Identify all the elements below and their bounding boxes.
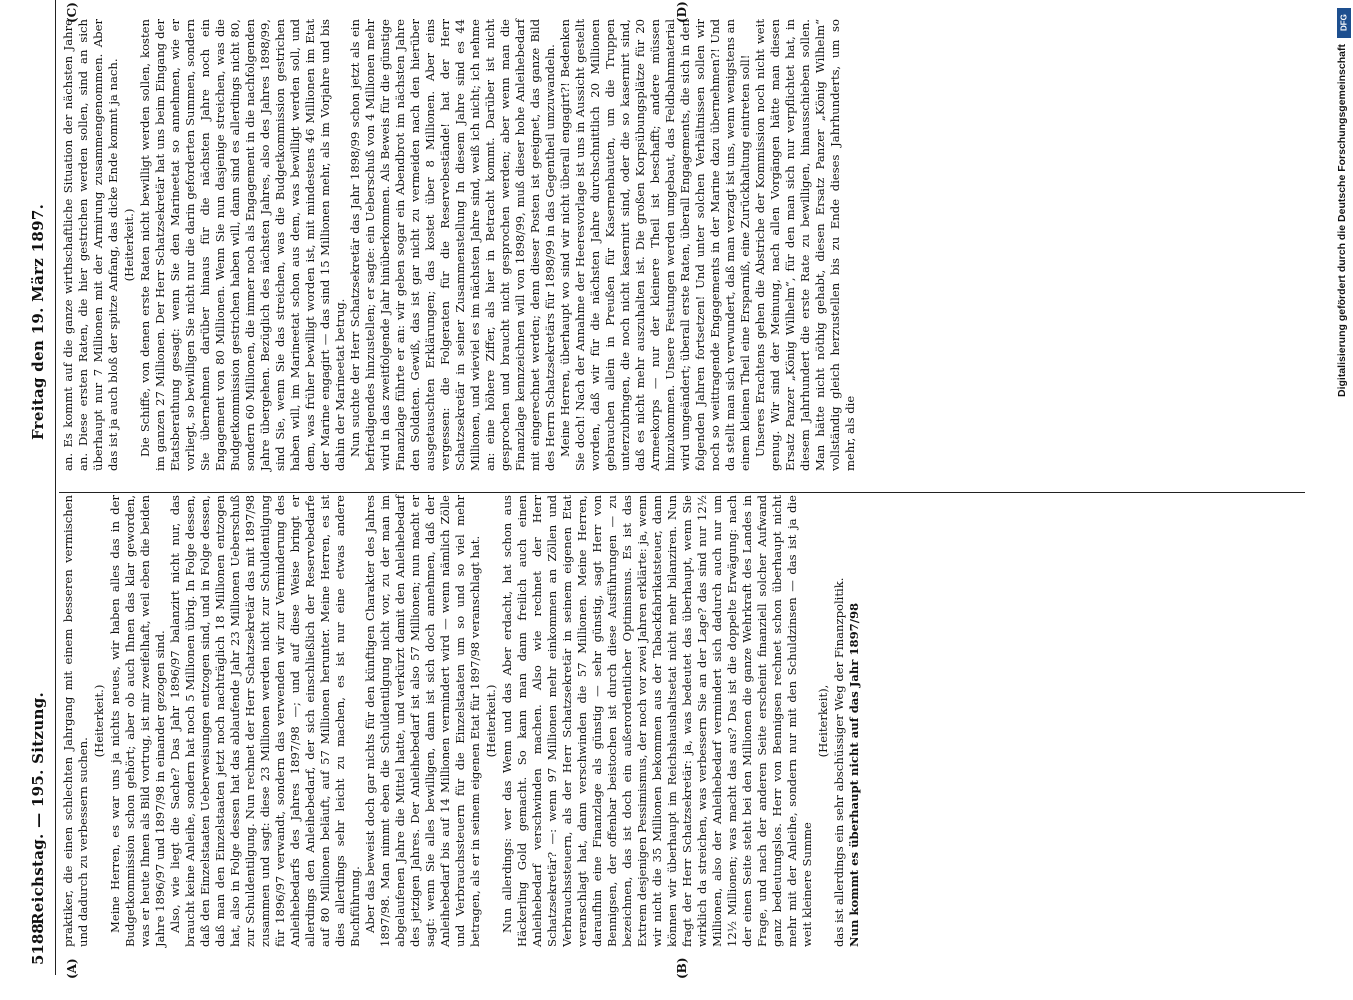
paragraph: Die Schiffe, von denen erste Raten nicht bewilligt werden sollen, kosten im ganzen 27 Millionen. Der Herr Schatzsekretär hat uns beim Eingang der Etatsberathung gesagt: wenn Sie den Marineetat so annehmen, wie er vorliegt, so bewilligen Sie nicht nur die darin geforderten Summen, sondern Sie übernehmen darüber hinaus für die nächsten Jahre noch ein Engagement von 80 Millionen. Wenn Sie nun dasjenige streichen, was die Budgetkommission gestrichen haben will, dann sind es allerdings nicht 80, sondern 60 Millionen, die immer noch als Engagement in die nachfolgenden Jahre übergehen. Bezüglich des nächsten Jahres, also des Jahres 1898/99, sind Sie, wenn Sie das streichen, was die Budgetkommission gestrichen haben will, im Marineetat schon aus dem, was bewilligt werden soll, und dem, was früher bewilligt worden ist, mit mindestens 46 Millionen im Etat der Marine engagirt — das sind 15 Millionen mehr, als im Vorjahre und bis dahin der Marineetat betrug. [138,19,347,471]
dfg-logo: DFG [1337,8,1351,38]
paragraph: an. Es kommt auf die ganze wirthschaftliche Situation der nächsten Jahre an. Diese ersten Raten, die hier gestrichen werden sollen, sind an sich überhaupt nur 7 Millionen mit der Armirung zusammengenommen. Aber das ist ja auch bloß der spitze Anfang, das dicke Ende kommt ja nach. [61,19,120,471]
margin-mark-a: (A) [65,958,79,979]
paragraph: Aber das beweist doch gar nichts für den künftigen Charakter des Jahres 1897/98. Man nimmt eben die Schuldentilgung nicht vor, zu der man im abgelaufenen Jahre die Mittel hatte, und verkürzt damit den Anleihebedarf des jetzigen Jahres. Der Anleihebedarf ist also 57 Millionen; nun macht er sagt: wenn Sie alles bewilligen, dann ist sich doch annehmen, daß der Anleihebedarf bis auf 14 Millionen vermindert wird — wenn nämlich Zölle und Verbrauchssteuern für die Einzelstaaten um so und so viel mehr betragen, als er in seinem eigenen Etat für 1897/98 veranschlagt hat. [363,495,482,947]
interjection: (Heiterkeit), [816,684,830,758]
margin-mark-b: (B) [675,957,689,979]
margin-mark-c: (C) [65,2,79,23]
interjection: (Heiterkeit.) [484,684,498,758]
interjection: (Heiterkeit.) [122,208,136,282]
page-number: 5188 [29,923,47,965]
paragraph: Meine Herren, es war uns ja nichts neues, wir haben alles das in der Budgetkommission schon gehört; aber ob auch Ihnen das klar geworden, was er heute Ihnen als Bild vortrug, ist mir zweifelhaft, weil eben die beiden Jahre 1896/97 und 1897/98 in einander gezogen sind. [108,495,167,947]
paragraph: Meine Herren, überhaupt wo sind wir nicht überall engagirt?! Bedenken Sie doch! Nach der Annahme der Heeresvorlage ist uns in Aussicht gestellt worden, daß wir für die nächsten Jahre durchschnittlich 20 Millionen gebrauchen allein in Preußen für Kasernenbauten, um die Truppen unterzubringen, die noch nicht kasernirt sind, oder die so kasernirt sind, daß es nicht mehr auszuhalten ist. Die großen Korpsübungsplätze für 20 Armeekorps — nur der kleinere Theil ist beschafft; andere müssen hinzukommen. Unsere Festungen werden umgebaut, das Feldbahnmaterial wird umgeändert; überall erste Raten, überall Engagements, die sich in den folgenden Jahren fortsetzen! Und unter solchen Verhältnissen sollen wir noch so weittragende Engagements in der Marine dazu übernehmen?! Und da stellt man sich verwundert, daß man verzagt ist uns, wenn wenigstens an einem kleinen Theil eine Ersparniß, eine Zurückhaltung eintreten soll! [558,19,752,471]
header-session: Reichstag. — 195. Sitzung. [29,691,47,925]
header-rule [55,0,56,975]
digitization-notice: Digitalisierung gefördert durch die Deutsche Forschungsgemeinschaft [1336,44,1348,397]
page-header [15,0,59,985]
margin-mark-d: (D) [675,1,689,23]
scanned-page [15,0,1305,985]
paragraph: Unseres Erachtens gehen die Abstriche der Kommission noch nicht weit genug. Wir sind der Meinung, nach allen Vorgängen hätte man diesen Ersatz Panzer „König Wilhelm“, für den man sich nur verpflichtet hat, in diesem Jahrhundert die erste Rate zu bewilligen, hinausschieben sollen. Man hätte nicht nöthig gehabt, diesen Ersatz Panzer „König Wilhelm“ vollständig gleich herzustellen bis zu Ende dieses Jahrhunderts, um so mehr, als die [753,19,857,471]
paragraph: das ist allerdings ein sehr abschüssiger Weg der Finanzpolitik. [832,577,846,947]
interjection: (Heiterkeit.) [92,684,106,758]
paragraph: Nun kommt es überhaupt nicht auf das Jahr 1897/98 [847,602,861,947]
paragraph: praktiker, die einen schlechten Jahrgang mit einem besseren vermischen und dadurch zu verbessern suchen. [61,495,90,947]
paragraph: Nun suchte der Herr Schatzsekretär das Jahr 1898/99 schon jetzt als ein befriedigendes hinzustellen; er sagte: ein Ueberschuß von 4 Millionen mehr wird in das zweitfolgende Jahr hinüberkommen. Als Beweis für die günstige Finanzlage führte er an: wir geben sogar ein Abendbrot im nächsten Jahre den Soldaten. Gewiß, das ist gar nicht zu vermeiden nach den hierüber ausgetauschten Erklärungen; das kostet über 8 Millionen. Aber eins vergessen: die Folgeraten für die Reservebestände! hat der Herr Schatzsekretär in seiner Zusammenstellung In diesem Jahre sind es 44 Millionen, und wieviel es im nächsten Jahre sind, weiß ich nicht; ich nehme an: eine höhere Ziffer, als hier in Betracht kommt. Darüber ist nicht gesprochen und braucht nicht gesprochen werden; aber wenn man die Finanzlage kennzeichnen will von 1898/99, muß dieser hohe Anleihebedarf mit eingerechnet werden; denn dieser Posten ist geeignet, das ganze Bild des Herrn Schatzsekretärs für 1898/99 in das Gegentheil umzuwandeln. [348,19,557,471]
right-column [61,19,858,471]
left-column [61,495,862,947]
paragraph: Also, wie liegt die Sache? Das Jahr 1896/97 balanzirt nicht nur, das braucht keine Anleihe, sondern hat noch 5 Millionen übrig. In Folge dessen, daß den Einzelstaaten Ueberweisungen entzogen sind, und in Folge dessen, daß man den Einzelstaaten jetzt noch nachträglich 18 Millionen entzogen hat, also in Folge dessen hat das ablaufende Jahr 23 Millionen Ueberschuß zur Schuldentilgung. Nun rechnet der Herr Schatzsekretär das mit 1897/98 zusammen und sagt: diese 23 Millionen werden nicht zur Schuldentilgung für 1896/97 verwandt, sondern das verwenden wir zur Verminderung des Anleihebedarfs des Jahres 1897/98 —; und auf diese Weise bringt er allerdings den Anleihebedarf, der sich einschließlich der Reservebedarfe auf 80 Millionen beläuft, auf 57 Millionen herunter. Meine Herren, es ist dies allerdings sehr leicht zu machen, es ist nur eine etwas andere Buchführung. [168,495,362,947]
column-rule [59,492,1305,493]
header-date: Freitag den 19. März 1897. [29,203,47,440]
paragraph: Nun allerdings: wer das Wenn und das Aber erdacht, hat schon aus Häckerling Gold gemacht. So kann man dann freilich auch einen Anleihebedarf verschwinden machen. Also wie rechnet der Herr Schatzsekretär? —: wenn 97 Millionen mehr einkommen an Zöllen und Verbrauchssteuern, als der Herr Schatzsekretär in seinem eigenen Etat veranschlagt hat, dann verschwinden die 57 Millionen. Meine Herren, daraufhin eine Finanzlage als günstig — sehr günstig, sagt Herr von Bennigsen, der offenbar beistochen ist durch diese Ausführungen — zu bezeichnen, das ist doch ein außerordentlicher Optimismus. Es ist das Extrem desjenigen Pessimismus, der noch vor zwei Jahren erklärte: ja, wenn wir nicht die 35 Millionen bekommen aus der Tabackfabrikatsteuer, dann können wir überhaupt im Reichshaushaltsetat nicht mehr bilanziren. Nun fragt der Herr Schatzsekretär: ja, was bedeutet das überhaupt, wenn Sie wirklich da streichen, was verbessern Sie an der Lage? das sind nur 12½ Millionen, also der Anleihebedarf vermindert sich dadurch auch nur um 12½ Millionen; was macht das aus? Das ist die doppelte Erwägung: nach der einen Seite steht bei den Millionen die ganze Wehrkraft des Landes in Frage, und nach der anderen Seite erscheint finanziell solcher Aufwand ganz bedeutungslos. Herr von Bennigsen rechnet schon überhaupt nicht mehr mit der Anleihe, sondern nur mit den Schuldzinsen — das ist ja die weit kleinere Summe [500,495,814,947]
